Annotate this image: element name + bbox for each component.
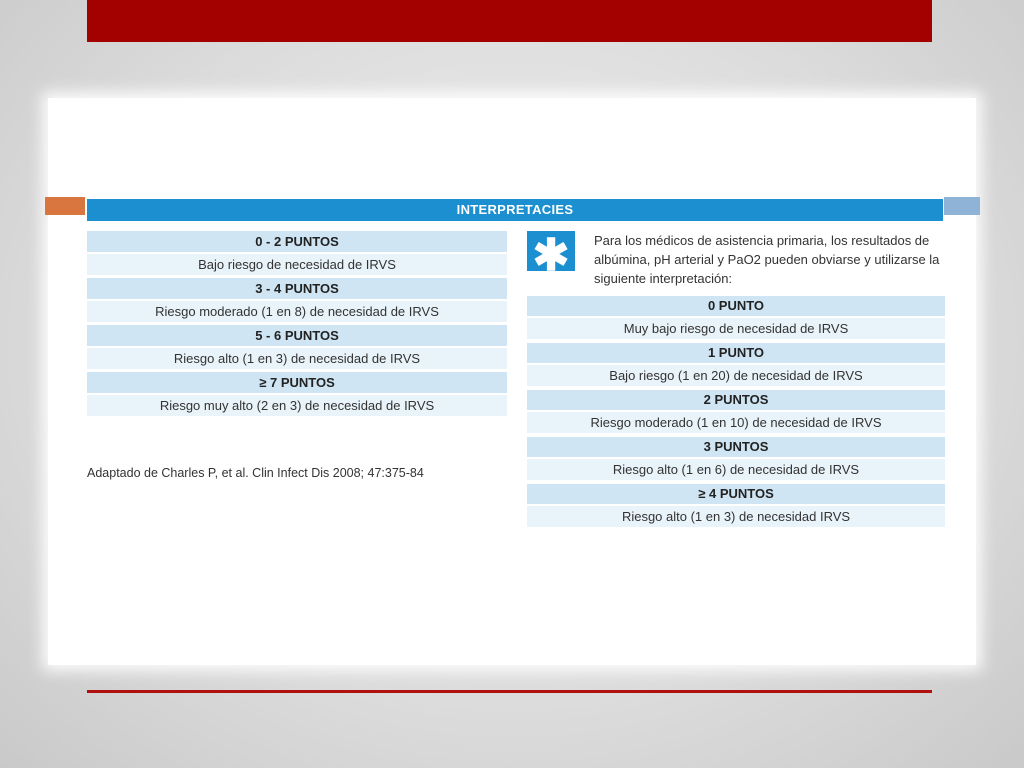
score-range-heading: ≥ 4 PUNTOS [527, 484, 945, 504]
right-score-table [527, 296, 945, 531]
right-blue-accent [944, 197, 980, 215]
score-range-heading: 0 - 2 PUNTOS [87, 231, 507, 252]
primary-care-note: Para los médicos de asistencia primaria, los resultados de albúmina, pH arterial y PaO2 pueden obviarse y utilizarse la siguiente interpretación: [594, 233, 940, 286]
score-risk-description: Riesgo alto (1 en 3) de necesidad IRVS [527, 506, 945, 527]
source-citation: Adaptado de Charles P, et al. Clin Infect Dis 2008; 47:375-84 [87, 466, 424, 480]
bottom-red-line [87, 690, 932, 693]
score-range-heading: 0 PUNTO [527, 296, 945, 316]
score-range-heading: ≥ 7 PUNTOS [87, 372, 507, 393]
score-range-heading: 3 - 4 PUNTOS [87, 278, 507, 299]
score-risk-description: Riesgo moderado (1 en 10) de necesidad de IRVS [527, 412, 945, 433]
interpretation-header: INTERPRETACIES [87, 199, 943, 221]
left-score-table [87, 231, 507, 419]
score-risk-description: Riesgo alto (1 en 3) de necesidad de IRVS [87, 348, 507, 369]
score-range-heading: 5 - 6 PUNTOS [87, 325, 507, 346]
score-range-heading: 2 PUNTOS [527, 390, 945, 410]
left-orange-accent [45, 197, 85, 215]
score-risk-description: Muy bajo riesgo de necesidad de IRVS [527, 318, 945, 339]
asterisk-icon: ✱ [527, 231, 575, 271]
score-risk-description: Riesgo alto (1 en 6) de necesidad de IRVS [527, 459, 945, 480]
score-risk-description: Riesgo muy alto (2 en 3) de necesidad de IRVS [87, 395, 507, 416]
score-risk-description: Riesgo moderado (1 en 8) de necesidad de IRVS [87, 301, 507, 322]
top-red-bar [87, 0, 932, 42]
score-risk-description: Bajo riesgo (1 en 20) de necesidad de IRVS [527, 365, 945, 386]
score-range-heading: 3 PUNTOS [527, 437, 945, 457]
score-risk-description: Bajo riesgo de necesidad de IRVS [87, 254, 507, 275]
score-range-heading: 1 PUNTO [527, 343, 945, 363]
